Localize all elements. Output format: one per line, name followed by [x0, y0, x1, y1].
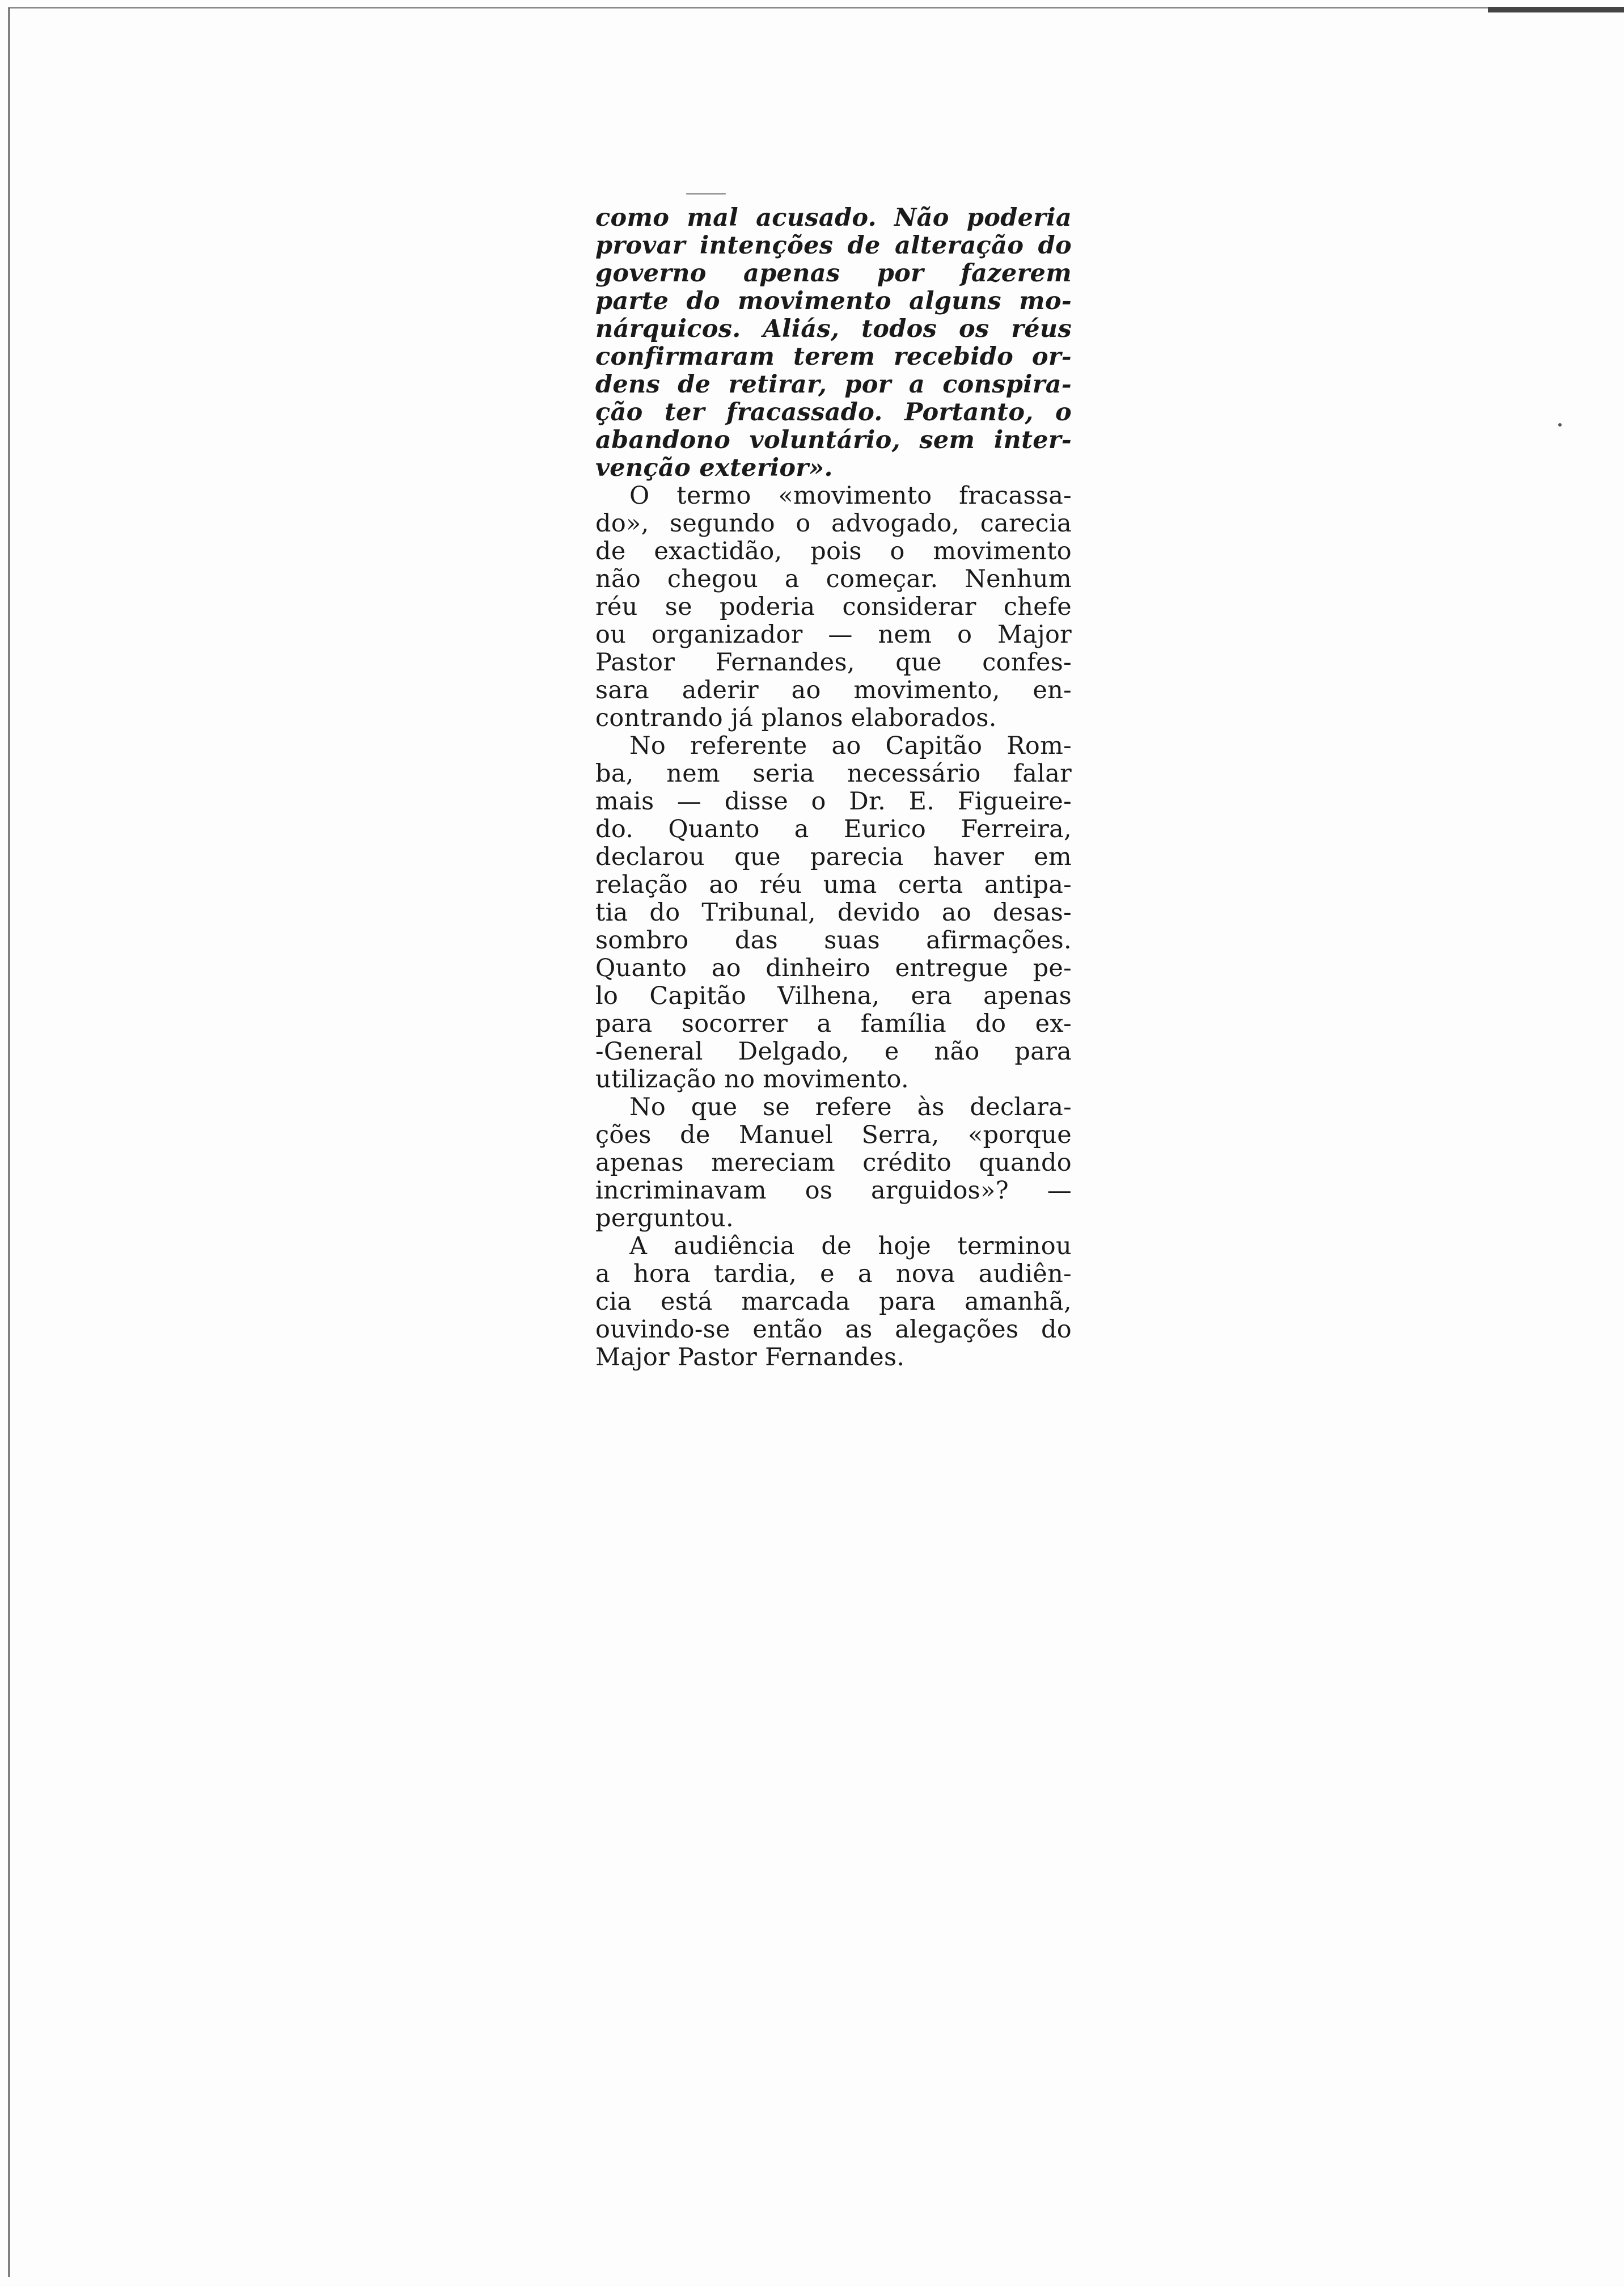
text-line: para socorrer a família do ex- [595, 1010, 1072, 1038]
article-paragraph-1 [595, 204, 1072, 482]
scan-speck [1558, 423, 1562, 427]
text-line: Major Pastor Fernandes. [595, 1343, 905, 1372]
text-line: ba, nem seria necessário falar [595, 759, 1072, 788]
text-line: ou organizador — nem o Major [595, 621, 1072, 649]
text-line: venção exterior». [595, 454, 833, 482]
text-line: tia do Tribunal, devido ao desas- [595, 898, 1072, 927]
newspaper-clipping [595, 204, 1072, 1372]
text-line: do», segundo o advogado, carecia [595, 509, 1072, 538]
text-line: como mal acusado. Não poderia [595, 204, 1072, 232]
text-line: abandono voluntário, sem inter- [595, 426, 1072, 454]
text-line: nárquicos. Aliás, todos os réus [595, 315, 1072, 343]
article-paragraph-3 [595, 732, 1072, 1094]
text-line: apenas mereciam crédito quando [595, 1149, 1072, 1177]
text-line: governo apenas por fazerem [595, 259, 1072, 288]
article-paragraph-2 [595, 482, 1072, 732]
text-line: No referente ao Capitão Rom- [629, 732, 1072, 760]
text-line: parte do movimento alguns mo- [595, 287, 1072, 315]
text-line: ções de Manuel Serra, «porque [595, 1121, 1072, 1149]
article-paragraph-4 [595, 1094, 1072, 1233]
text-line: dens de retirar, por a conspira- [595, 370, 1072, 399]
text-line: perguntou. [595, 1204, 734, 1233]
scan-left-edge [8, 8, 10, 2277]
text-line: mais — disse o Dr. E. Figueire- [595, 787, 1072, 816]
text-line: de exactidão, pois o movimento [595, 537, 1072, 566]
text-line: lo Capitão Vilhena, era apenas [595, 982, 1072, 1010]
text-line: relação ao réu uma certa antipa- [595, 871, 1072, 899]
scan-speck [686, 193, 726, 195]
text-line: provar intenções de alteração do [595, 231, 1072, 260]
text-line: ção ter fracassado. Portanto, o [595, 398, 1072, 427]
text-line: Pastor Fernandes, que confes- [595, 648, 1072, 677]
text-line: ouvindo-se então as alegações do [595, 1315, 1072, 1344]
text-line: do. Quanto a Eurico Ferreira, [595, 815, 1072, 843]
text-line: No que se refere às declara- [629, 1093, 1072, 1121]
text-line: réu se poderia considerar chefe [595, 593, 1072, 621]
text-line: a hora tardia, e a nova audiên- [595, 1260, 1072, 1288]
text-line: incriminavam os arguidos»? — [595, 1176, 1072, 1205]
text-line: sombro das suas afirmações. [595, 926, 1072, 955]
text-line: -General Delgado, e não para [595, 1037, 1072, 1066]
text-line: contrando já planos elaborados. [595, 704, 997, 732]
text-line: utilização no movimento. [595, 1065, 909, 1094]
text-line: Quanto ao dinheiro entregue pe- [595, 954, 1072, 982]
text-line: cia está marcada para amanhã, [595, 1288, 1072, 1316]
scan-top-edge-mark [1488, 7, 1624, 12]
text-line: não chegou a começar. Nenhum [595, 565, 1072, 593]
text-line: A audiência de hoje terminou [629, 1232, 1072, 1260]
text-line: declarou que parecia haver em [595, 843, 1072, 871]
text-line: confirmaram terem recebido or- [595, 343, 1072, 371]
article-paragraph-5 [595, 1233, 1072, 1372]
text-line: sara aderir ao movimento, en- [595, 676, 1072, 704]
text-line: O termo «movimento fracassa- [629, 482, 1072, 510]
scan-top-edge [8, 7, 1618, 9]
